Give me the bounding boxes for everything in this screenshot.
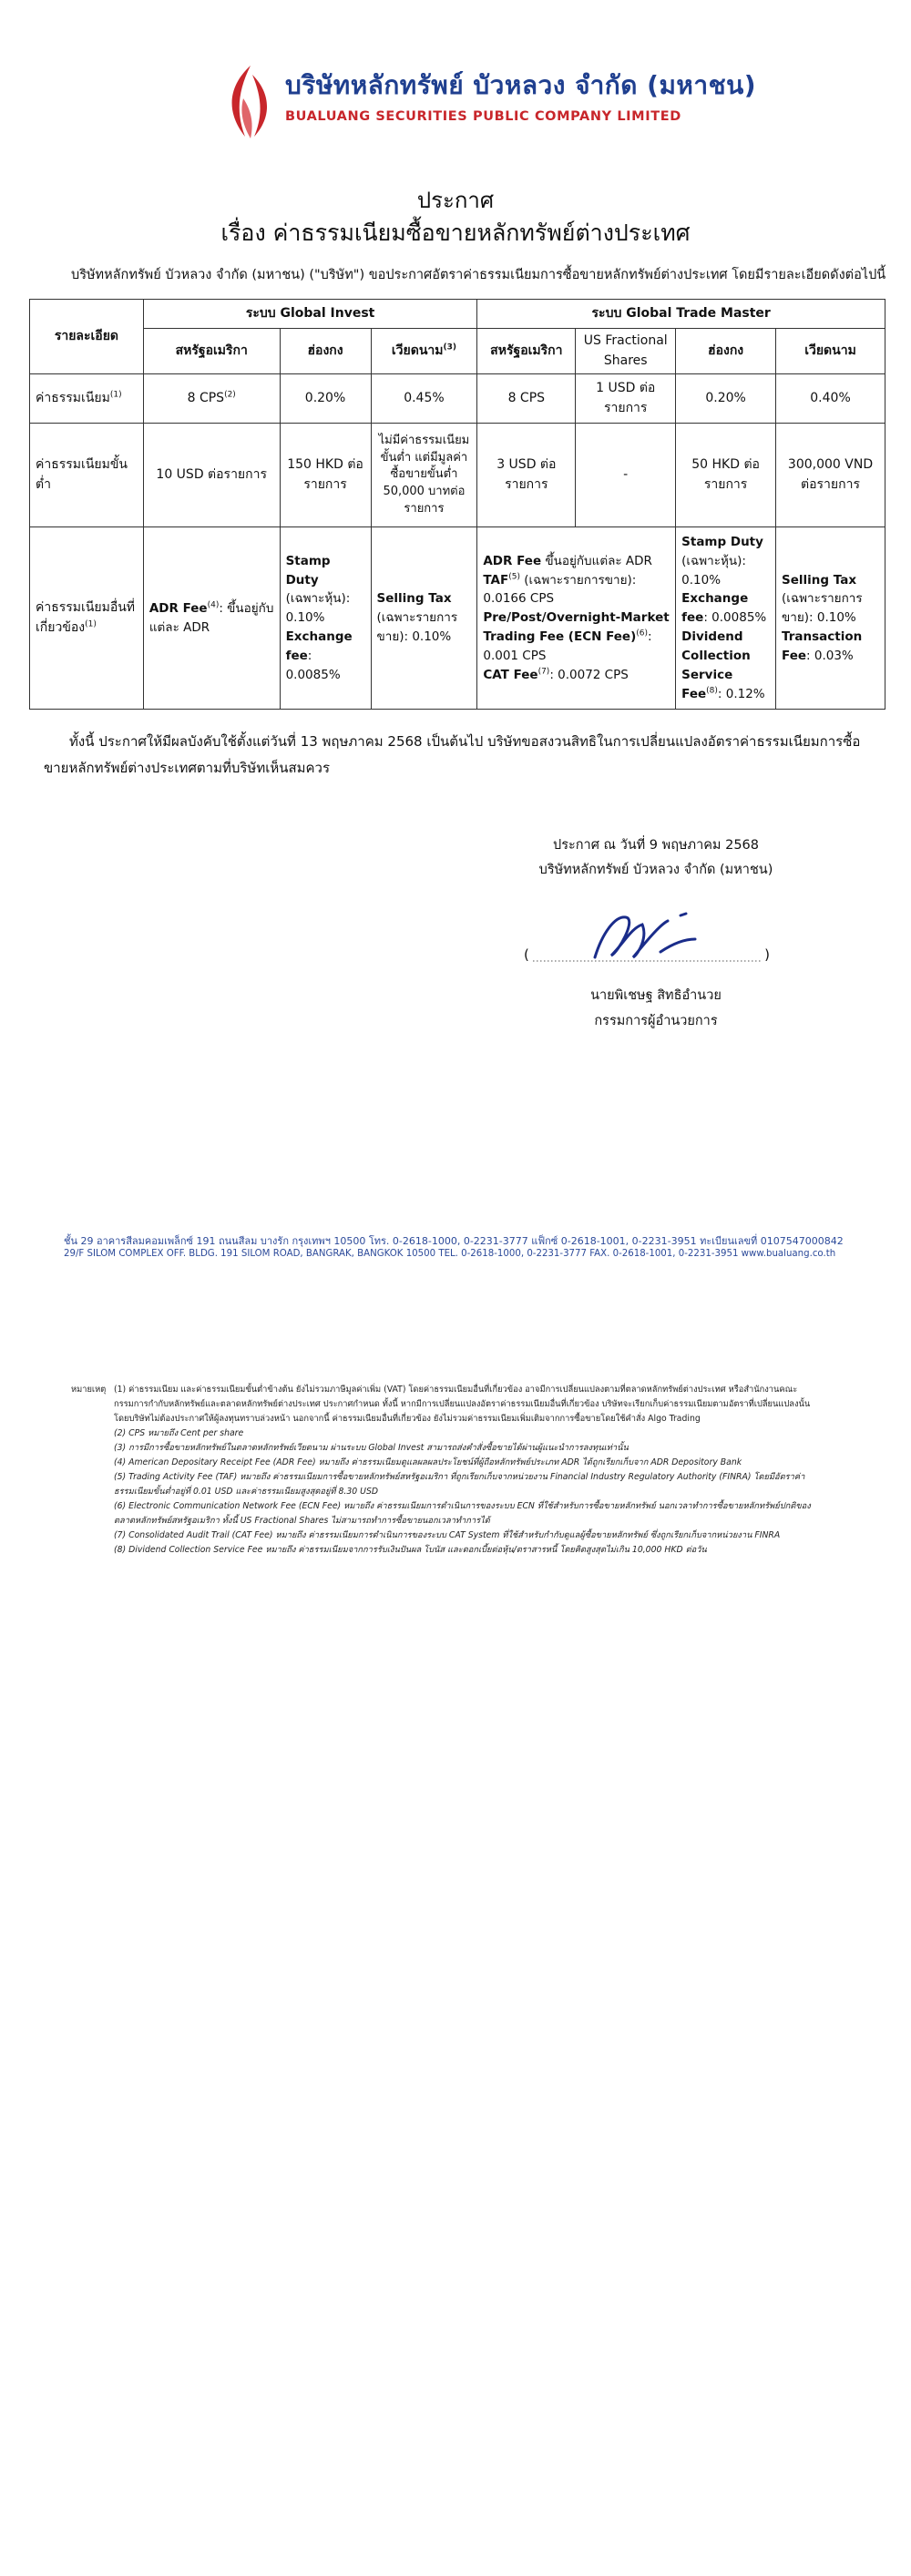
table-row <box>30 374 885 424</box>
announcement-subject: เรื่อง ค่าธรรมเนียมซื้อขายหลักทรัพย์ต่างประเทศ <box>220 220 691 246</box>
cell: 0.40% <box>776 374 885 424</box>
paren-close: ) <box>764 946 770 963</box>
note-item: (8) Dividend Collection Service Fee หมายถึง ค่าธรรมเนียมจากการรับเงินปันผล โบนัส และดอกเบี้ยต่อหุ้น/ตราสารหนี้ โดยคิดสูงสุดไม่เกิน 10,000 HKD ต่อวัน <box>114 1544 707 1555</box>
cell: 0.20% <box>676 374 776 424</box>
cell: 300,000 VND ต่อรายการ <box>776 424 885 527</box>
cell: Selling Tax (เฉพาะรายการขาย): 0.10% Transaction Fee: 0.03% <box>776 527 885 710</box>
cell: ADR Fee$^{(4)}$: ขึ้นอยู่กับแต่ละ ADR <box>143 527 280 710</box>
signer-title: กรรมการผู้อำนวยการ <box>594 1013 718 1028</box>
signing-company: บริษัทหลักทรัพย์ บัวหลวง จำกัด (มหาชน) <box>538 862 773 877</box>
address-th: ชั้น 29 อาคารสีลมคอมเพล็กซ์ 191 ถนนสีลม บางรัก กรุงเทพฯ 10500 โทร. 0-2618-1000, 0-2231-3777 แฟ็กซ์ 0-2618-1001, 0-2231-3951 ทะเบียนเลขที่ 0107547000842 <box>64 1235 844 1247</box>
note-item: (6) Electronic Communication Network Fee (ECN Fee) หมายถึง ค่าธรรมเนียมการดำเนินการของระบบ ECN ที่ใช้สำหรับการซื้อขายหลักทรัพย์ นอกเวลาทำการซื้อขายหลักทรัพย์ปกติของตลาดหลักทรัพย์สหรัฐอเมริกา ทั้งนี้ US Fractional Shares ไม่สามารถทำการซื้อขายนอกเวลาทำการได้ <box>114 1500 811 1526</box>
header-detail: รายละเอียด <box>30 300 144 374</box>
col-gtm-fractional: US Fractional Shares <box>576 329 676 374</box>
announcement-intro: บริษัทหลักทรัพย์ บัวหลวง จำกัด (มหาชน) ("บริษัท") ขอประกาศอัตราค่าธรรมเนียมการซื้อขายหลักทรัพย์ต่างประเทศ โดยมีรายละเอียดดังต่อไปนี้ <box>71 268 886 282</box>
notes-label: หมายเหตุ <box>71 1385 107 1395</box>
cell: 50 HKD ต่อรายการ <box>676 424 776 527</box>
note-item: (7) Consolidated Audit Trail (CAT Fee) หมายถึง ค่าธรรมเนียมการดำเนินการของระบบ CAT System ที่ใช้สำหรับกำกับดูแลผู้ซื้อขายหลักทรัพย์ ซึ่งถูกเรียกเก็บจากหน่วยงาน FINRA <box>114 1529 781 1540</box>
col-gtm-hk: ฮ่องกง <box>676 329 776 374</box>
announcement-title: ประกาศ <box>416 188 495 213</box>
signing-block <box>483 833 829 883</box>
cell: 0.45% <box>371 374 477 424</box>
cell: 8 CPS <box>477 374 576 424</box>
cell: 0.20% <box>280 374 371 424</box>
cell: Stamp Duty (เฉพาะหุ้น): 0.10% Exchange fee: 0.0085% Dividend Collection Service Fee$^{(8)}$: 0.12% <box>676 527 776 710</box>
cell: ไม่มีค่าธรรมเนียมขั้นต่ำ แต่มีมูลค่าซื้อขายขั้นต่ำ 50,000 บาทต่อรายการ <box>371 424 477 527</box>
cell: 150 HKD ต่อรายการ <box>280 424 371 527</box>
company-name-th: บริษัทหลักทรัพย์ บัวหลวง จำกัด (มหาชน) <box>285 70 757 100</box>
cell: 1 USD ต่อรายการ <box>576 374 676 424</box>
address-en: 29/F SILOM COMPLEX OFF. BLDG. 191 SILOM ROAD, BANGRAK, BANGKOK 10500 TEL. 0-2618-1000, 0-2231-3777 FAX. 0-2618-1001, 0-2231-3951 www.bualuang.co.th <box>64 1249 836 1259</box>
note-item: (5) Trading Activity Fee (TAF) หมายถึง ค่าธรรมเนียมการซื้อขายหลักทรัพย์สหรัฐอเมริกา ที่ถูกเรียกเก็บจากหน่วยงาน Financial Industry Regulatory Authority (FINRA) โดยมีอัตราค่าธรรมเนียมขั้นต่ำอยู่ที่ 0.01 USD และค่าธรรมเนียมสูงสุดอยู่ที่ 8.30 USD <box>114 1471 805 1497</box>
col-gi-us: สหรัฐอเมริกา <box>143 329 280 374</box>
row-label-min-fee: ค่าธรรมเนียมขั้นต่ำ <box>30 424 144 527</box>
col-gtm-vn: เวียดนาม <box>776 329 885 374</box>
col-gtm-us: สหรัฐอเมริกา <box>477 329 576 374</box>
signer-name: นายพิเชษฐ สิทธิอำนวย <box>590 988 722 1003</box>
signing-date: ประกาศ ณ วันที่ 9 พฤษภาคม 2568 <box>553 838 759 853</box>
cell: 10 USD ต่อรายการ <box>143 424 280 527</box>
note-item: (4) American Depositary Receipt Fee (ADR Fee) หมายถึง ค่าธรรมเนียมดูแลผลผลประโยชน์ที่ผู้ถือหลักทรัพย์ประเภท ADR ได้ถูกเรียกเก็บจาก ADR Depository Bank <box>114 1457 742 1467</box>
note-item: (2) CPS หมายถึง Cent per share <box>114 1427 244 1438</box>
note-item: (1) ค่าธรรมเนียม และค่าธรรมเนียมขั้นต่ำข้างต้น ยังไม่รวมภาษีมูลค่าเพิ่ม (VAT) โดยค่าธรรมเนียมอื่นที่เกี่ยวข้อง อาจมีการเปลี่ยนแปลงตามที่ตลาดหลักทรัพย์ต่างประเทศ หรือสำนักงานคณะกรรมการกำกับหลักทรัพย์และตลาดหลักทรัพย์ต่างประเทศ ประกาศกำหนด ทั้งนี้ หากมีการเปลี่ยนแปลงอัตราค่าธรรมเนียมอื่นที่เกี่ยวข้อง บริษัทจะเรียกเก็บค่าธรรมเนียมตามอัตราที่เปลี่ยนแปลงนั้น โดยบริษัทไม่ต้องประกาศให้ผู้ลงทุนทราบล่วงหน้า นอกจากนี้ ค่าธรรมเนียมอื่นที่เกี่ยวข้อง ยังไม่รวมค่าธรรมเนียมเพิ่มเติมจากการซื้อขายโดยใช้คำสั่ง Algo Trading <box>114 1385 811 1424</box>
lotus-logo-icon <box>223 62 278 140</box>
signature-icon <box>524 897 770 970</box>
row-label-other-fee: ค่าธรรมเนียมอื่นที่เกี่ยวข้อง$^{(1)}$ <box>30 527 144 710</box>
signature-line <box>524 897 770 970</box>
table-row <box>30 527 885 710</box>
header-global-invest: ระบบ Global Invest <box>143 300 477 329</box>
signer-block <box>483 984 829 1034</box>
company-name-en: BUALUANG SECURITIES PUBLIC COMPANY LIMITED <box>285 109 681 124</box>
footnotes <box>71 1383 818 1558</box>
effective-paragraph: ทั้งนี้ ประกาศให้มีผลบังคับใช้ตั้งแต่วันที่ 13 พฤษภาคม 2568 เป็นต้นไป บริษัทขอสงวนสิทธิในการเปลี่ยนแปลงอัตราค่าธรรมเนียมการซื้อขายหลักทรัพย์ต่างประเทศตามที่บริษัทเห็นสมควร <box>44 733 861 777</box>
company-logo <box>223 62 757 144</box>
cell: ADR Fee ขึ้นอยู่กับแต่ละ ADR TAF$^{(5)}$ (เฉพาะรายการขาย): 0.0166 CPS Pre/Post/Overnight-Market Trading Fee (ECN Fee)$^{(6)}$: 0.001 CPS CAT Fee$^{(7)}$: 0.0072 CPS <box>477 527 676 710</box>
header-global-trade-master: ระบบ Global Trade Master <box>477 300 885 329</box>
cell: Stamp Duty (เฉพาะหุ้น): 0.10% Exchange fee: 0.0085% <box>280 527 371 710</box>
row-label-fee: ค่าธรรมเนียม$^{(1)}$ <box>30 374 144 424</box>
table-row <box>30 424 885 527</box>
cell: Selling Tax (เฉพาะรายการขาย): 0.10% <box>371 527 477 710</box>
col-gi-vn: เวียดนาม$^{(3)}$ <box>371 329 477 374</box>
note-item: (3) การมีการซื้อขายหลักทรัพย์ในตลาดหลักทรัพย์เวียดนาม ผ่านระบบ Global Invest สามารถส่งคำสั่งซื้อขายได้ผ่านผู้แนะนำการลงทุนเท่านั้น <box>114 1442 629 1453</box>
cell: - <box>576 424 676 527</box>
cell: 3 USD ต่อรายการ <box>477 424 576 527</box>
fee-table <box>29 299 885 710</box>
col-gi-hk: ฮ่องกง <box>280 329 371 374</box>
paren-open: ( <box>524 946 529 963</box>
cell: 8 CPS$^{(2)}$ <box>143 374 280 424</box>
